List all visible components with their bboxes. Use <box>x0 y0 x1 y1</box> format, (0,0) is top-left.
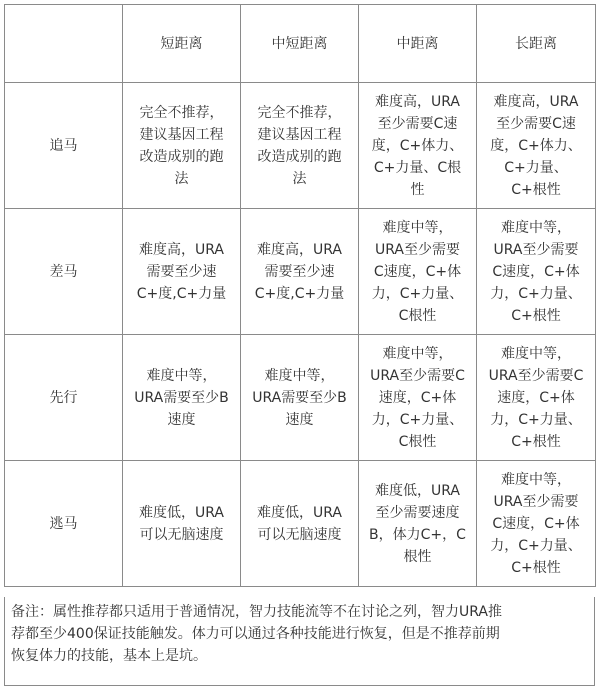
cell-line: 改造成别的跑 <box>257 148 342 165</box>
table-cell <box>477 461 596 587</box>
cell-line: C+度,C+力量 <box>136 285 227 302</box>
cell-text <box>369 480 466 568</box>
cell-text <box>490 469 582 579</box>
cell-line: 完全不推荐， <box>257 104 342 121</box>
cell-line: 力，C+力量、 <box>490 537 582 554</box>
cell-line: 完全不推荐， <box>139 104 224 121</box>
cell-line: 速度，C+体 <box>497 389 575 406</box>
table-cell <box>123 461 241 587</box>
cell-line: C+根性 <box>511 181 561 198</box>
cell-text <box>370 343 465 453</box>
table-cell <box>123 83 241 209</box>
cell-line: C+根性 <box>511 559 561 576</box>
row-label-cell <box>5 209 123 335</box>
cell-line: 度，C+体力、 <box>371 137 464 154</box>
cell-line: C速度，C+体 <box>492 515 580 532</box>
cell-line: C+力量、 <box>504 159 568 176</box>
cell-line: 至少需要C速 <box>496 115 576 132</box>
cell-line: 建议基因工程 <box>257 126 342 143</box>
cell-line: C根性 <box>398 307 437 324</box>
cell-text <box>258 102 342 190</box>
cell-text <box>257 502 342 546</box>
row-label-cell <box>5 83 123 209</box>
header-label: 中距离 <box>396 35 439 52</box>
cell-line: URA需要至少B <box>134 389 229 406</box>
cell-line: 难度低，URA <box>375 482 460 499</box>
header-label: 短距离 <box>160 35 203 52</box>
header-label: 中短距离 <box>271 35 328 52</box>
table-header-row <box>5 5 596 83</box>
cell-line: URA至少需要C <box>370 367 465 384</box>
cell-line: 难度中等， <box>146 367 217 384</box>
cell-line: URA至少需要 <box>493 493 579 510</box>
table-cell <box>123 335 241 461</box>
table-cell <box>241 83 359 209</box>
table-cell <box>123 209 241 335</box>
footnote-line: 荐都至少400保证技能触发。体力可以通过各种技能进行恢复，但是不推荐前期 <box>11 626 500 642</box>
cell-line: 可以无脑速度 <box>139 526 224 543</box>
row-label: 逃马 <box>49 515 78 532</box>
row-label-cell <box>5 461 123 587</box>
table-cell <box>241 461 359 587</box>
row-label-cell <box>5 335 123 461</box>
cell-line: 法 <box>292 170 307 187</box>
header-cell-medium <box>359 5 477 83</box>
cell-line: 难度高，URA <box>375 93 460 110</box>
footnote <box>4 597 595 686</box>
cell-text <box>139 502 224 546</box>
cell-text <box>134 365 229 431</box>
cell-line: 需要至少速 <box>146 263 217 280</box>
cell-line: 难度高，URA <box>257 241 342 258</box>
header-cell-mile <box>241 5 359 83</box>
cell-line: 速度 <box>285 411 314 428</box>
cell-line: C速度，C+体 <box>492 263 580 280</box>
table-row <box>5 335 596 461</box>
cell-line: C+根性 <box>511 433 561 450</box>
cell-text <box>372 91 464 201</box>
cell-line: URA至少需要 <box>375 241 460 258</box>
cell-line: 难度中等， <box>264 367 335 384</box>
cell-line: 难度中等， <box>500 219 571 236</box>
cell-line: 难度高，URA <box>493 93 579 110</box>
cell-text <box>372 217 464 327</box>
cell-line: C+度,C+力量 <box>254 285 345 302</box>
cell-line: 至少需要C速 <box>377 115 458 132</box>
cell-text <box>490 91 582 201</box>
table-cell <box>241 335 359 461</box>
header-cell-short <box>123 5 241 83</box>
cell-line: C+力量、C根 <box>373 159 462 176</box>
cell-line: 力，C+力量、 <box>490 285 582 302</box>
cell-line: 需要至少速 <box>264 263 335 280</box>
cell-line: 难度高，URA <box>139 241 224 258</box>
cell-line: 速度 <box>167 411 196 428</box>
cell-line: 力，C+力量、 <box>371 285 464 302</box>
cell-line: 根性 <box>403 548 432 565</box>
cell-line: 建议基因工程 <box>139 126 224 143</box>
cell-line: 性 <box>410 181 425 198</box>
table-cell <box>477 83 596 209</box>
cell-text <box>140 102 224 190</box>
cell-line: 难度中等， <box>382 345 453 362</box>
cell-text <box>252 365 347 431</box>
cell-line: 度，C+体力、 <box>490 137 582 154</box>
cell-line: 难度中等， <box>500 345 571 362</box>
cell-text <box>255 239 344 305</box>
table-cell <box>359 461 477 587</box>
row-label: 追马 <box>49 137 78 154</box>
row-label: 差马 <box>49 263 78 280</box>
cell-line: B，体力C+，C <box>369 526 466 543</box>
cell-line: URA需要至少B <box>252 389 347 406</box>
header-cell-long <box>477 5 596 83</box>
recommendation-table <box>4 4 596 587</box>
cell-text <box>489 343 584 453</box>
table-cell <box>477 335 596 461</box>
row-label: 先行 <box>49 389 78 406</box>
cell-line: 难度中等， <box>382 219 453 236</box>
cell-line: 至少需要速度 <box>375 504 460 521</box>
table-cell <box>359 209 477 335</box>
footnote-line: 备注：属性推荐都只适用于普通情况，智力技能流等不在讨论之列，智力URA推 <box>11 604 502 620</box>
cell-line: 力，C+力量、 <box>371 411 464 428</box>
cell-line: 速度，C+体 <box>378 389 457 406</box>
cell-line: 难度低，URA <box>139 504 224 521</box>
cell-text <box>490 217 582 327</box>
table-cell <box>359 335 477 461</box>
table-cell <box>241 209 359 335</box>
cell-line: 力，C+力量、 <box>490 411 582 428</box>
cell-line: 难度低，URA <box>257 504 342 521</box>
cell-line: URA至少需要C <box>488 367 584 384</box>
cell-line: 可以无脑速度 <box>257 526 342 543</box>
cell-line: C根性 <box>398 433 437 450</box>
table-row <box>5 83 596 209</box>
cell-line: C速度，C+体 <box>373 263 462 280</box>
table-cell <box>477 209 596 335</box>
corner-cell <box>5 5 123 83</box>
cell-line: C+根性 <box>511 307 561 324</box>
cell-line: 法 <box>174 170 189 187</box>
table-row <box>5 461 596 587</box>
table-cell <box>359 83 477 209</box>
cell-line: 难度中等， <box>500 471 571 488</box>
header-label: 长距离 <box>515 35 557 52</box>
cell-line: URA至少需要 <box>493 241 579 258</box>
cell-text <box>137 239 226 305</box>
table-row <box>5 209 596 335</box>
cell-line: 改造成别的跑 <box>139 148 224 165</box>
footnote-line: 恢复体力的技能，基本上是坑。 <box>11 648 207 664</box>
